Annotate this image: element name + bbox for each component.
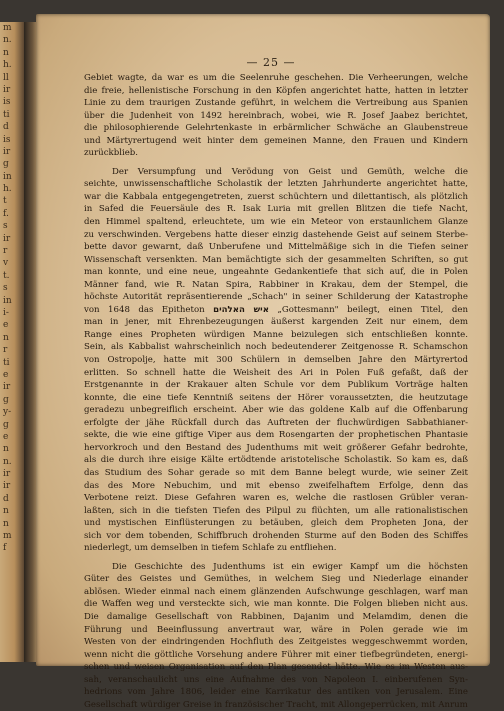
text-line: seichte, unwissenschaftliche Scholastik der letzten Jahrhunderte angerichtet hatte, <box>84 179 468 190</box>
text-line: das Studium des Sohar gerade so mit dem Banne belegt wurde, wie seiner Zeit <box>84 467 468 478</box>
text-line: sah, veranschaulicht uns eine Aufnahme des von Napoleon I. einberufenen Syn- <box>84 674 468 685</box>
text-line: Wissenschaft versenkten. Man bemächtigte sich der gesammelten Schriften, so gut <box>84 254 468 265</box>
facing-page-fragment: ir <box>3 146 11 157</box>
facing-page-fragment: m <box>3 531 12 542</box>
facing-page-fragment: e <box>3 369 9 380</box>
facing-page-fragment: e <box>3 320 9 331</box>
text-line: zurückblieb. <box>84 148 139 159</box>
text-line: man konnte, und eine neue, ungeahnte Gedankentiefe that sich auf, die in Polen <box>84 267 468 278</box>
facing-page-fragment: n <box>3 506 9 517</box>
text-line: laßten, sich in die tiefsten Tiefen des Pilpul zu flüchten, um alle rationalistischen <box>84 505 468 516</box>
facing-page-fragment: i- <box>3 307 9 318</box>
facing-page-fragment: h. <box>3 60 12 71</box>
facing-page-fragment: ti <box>3 109 10 120</box>
text-line: Westen von der eindringenden Hochfluth des Zeitgeistes weggeschwemmt worden, <box>84 637 468 648</box>
facing-page-fragment: in <box>3 171 12 182</box>
facing-page-fragment: v <box>3 258 9 269</box>
facing-page-fragment: f. <box>3 208 9 219</box>
facing-page-fragment: ir <box>3 382 11 393</box>
facing-page-fragment: is <box>3 134 11 145</box>
text-line: war die Kabbala entgegengetreten, zuerst schüchtern und dilettantisch, als plötzlich <box>84 191 468 202</box>
text-line: Männer fand, wie R. Natan Spira, Rabbiner in Krakau, dem der Stempel, die <box>84 279 468 290</box>
facing-page-fragment: g <box>3 394 9 405</box>
facing-page-fragment: d <box>3 493 9 504</box>
facing-page-fragment: r <box>3 345 8 356</box>
text-line: die Waffen weg und versteckte sich, wie man konnte. Die Folgen blieben nicht aus. <box>84 599 468 610</box>
text-line: die philosophierende Gelehrtenkaste in erbärmlicher Schwäche an Glaubenstreue <box>84 123 468 134</box>
text-line: erlitten. So schnell hatte die Weisheit des Ari in Polen Fuß gefaßt, daß der <box>84 367 468 378</box>
facing-page-fragment: r <box>3 246 8 257</box>
text-line: sich vor dem tobenden, Schiffbruch drohenden Sturme auf den Boden des Schiffes <box>84 530 468 541</box>
facing-page-fragment: d <box>3 122 9 133</box>
text-line: Die damalige Gesellschaft von Rabbinen, Dajanim und Melamdim, denen die <box>84 611 468 622</box>
text-line: den Himmel spaltend, erleuchtete, um wie ein Meteor von erstaunlichem Glanze <box>84 217 468 228</box>
text-line: von Ostropolje, hatte mit 300 Schülern in demselben Jahre den Märtyrertod <box>84 355 468 366</box>
facing-page-fragment: ir <box>3 481 11 492</box>
text-line: Gesellschaft würdiger Greise in französischer Tracht, mit Allongeperrücken, mit Anrum <box>84 699 468 710</box>
text-line: Linie zu dem traurigen Zustande geführt, in welchem die Vertreibung aus Spanien <box>84 98 468 109</box>
facing-page-fragment: g <box>3 159 9 170</box>
facing-page-fragment: ir <box>3 233 11 244</box>
text-line: Der Versumpfung und Verödung von Geist und Gemüth, welche die <box>112 166 468 177</box>
text-line: Verbotene reizt. Diese Gefahren waren es, welche die rastlosen Grübler veran- <box>84 493 468 504</box>
text-line: konnte, die eine tiefe Kenntniß seitens der Hörer voraussetzten, die heutzutage <box>84 392 468 403</box>
facing-page-fragment: is <box>3 97 11 108</box>
text-line: die freie, hellenistische Forschung in den Köpfen angerichtet hatte, hatten in letzter <box>84 85 468 96</box>
facing-page-fragment: e <box>3 431 9 442</box>
facing-page-fragment: ti <box>3 357 10 368</box>
text-line: von 1648 das Epitheton איש האלהים „Gottesmann" beilegt, einen Titel, den <box>84 304 469 315</box>
text-line: und Märtyrertugend weit hinter dem gemeinen Manne, den Frauen und Kindern <box>84 135 468 146</box>
text-line: Führung und Beeinflussung anvertraut war, wäre in Polen gerade wie im <box>84 624 468 635</box>
facing-page-fragment: h. <box>3 184 12 195</box>
text-line: Sein, als Kabbalist wahrscheinlich noch bedeutenderer Zeitgenosse R. Schamschon <box>84 342 468 353</box>
text-line: und mystischen Einflüsterungen zu betäuben, gleich dem Propheten Jona, der <box>84 518 468 529</box>
facing-page-fragment: in <box>3 295 12 306</box>
text-line: Erstgenannte in der Krakauer alten Schule vor dem Publikum Vorträge halten <box>84 380 468 391</box>
facing-page-fragment: n <box>3 47 9 58</box>
facing-page-fragment: n <box>3 444 9 455</box>
text-line: ablösen. Wieder einmal nach einem glänzenden Aufschwunge geschlagen, warf man <box>84 586 468 597</box>
text-line: Güter des Geistes und Gemüthes, in welchem Sieg und Niederlage einander <box>84 574 468 585</box>
text-line: zu verschwinden. Vergebens hatte dieser einzig dastehende Geist auf seinem Sterbe- <box>84 229 468 240</box>
page-text <box>84 72 468 711</box>
text-line: als die durch ihre eisige Kälte ertödtende aristotelische Scholastik. So kam es, daß <box>84 455 468 466</box>
facing-page-fragment: m <box>3 23 12 33</box>
text-line: Die Geschichte des Judenthums ist ein ewiger Kampf um die höchsten <box>112 561 468 572</box>
facing-page-fragment: g <box>3 419 9 430</box>
facing-page-fragment: t <box>3 196 7 207</box>
text-line: erfolgte der jähe Rückfall durch das Auftreten der fluchwürdigen Sabbathianer- <box>84 417 468 428</box>
facing-page-fragment: y- <box>3 407 12 418</box>
text-line: man in jener, mit Ehrenbezeugungen äußerst kargenden Zeit nur einem, dem <box>84 317 468 328</box>
text-line: bette davor gewarnt, daß Unberufene und Mittelmäßige sich in die Tiefen seiner <box>84 242 468 253</box>
facing-page-edge <box>0 22 24 662</box>
facing-page-fragment: s <box>3 221 8 232</box>
facing-page-fragment: n <box>3 332 9 343</box>
text-line: Gebiet wagte, da war es um die Seelenruhe geschehen. Die Verheerungen, welche <box>84 73 468 83</box>
facing-page-fragment: t. <box>3 270 10 281</box>
text-line: über die Judenheit von 1492 hereinbrach, wobei, wie R. Josef Jaabez berichtet, <box>84 110 468 121</box>
text-line: wenn nicht die göttliche Vorsehung andere Führer mit einer tiefbegründeten, energi- <box>84 649 468 660</box>
facing-page-fragment: ir <box>3 84 11 95</box>
facing-page-fragment: s <box>3 283 8 294</box>
text-line: sekte, die wie eine giftige Viper aus dem Rosengarten der prophetischen Phantasie <box>84 430 468 441</box>
book-page <box>36 14 490 710</box>
text-line: in Safed die Feuersäule des R. Isak Luria mit grellen Blitzen die tiefe Nacht, <box>84 204 468 215</box>
facing-page-fragment: f <box>3 543 7 554</box>
text-line: Range eines Propheten würdigen Manne beizulegen sich entschließen konnte. <box>84 329 468 340</box>
page-number: — 25 — <box>246 56 296 69</box>
text-line: hedrions vom Jahre 1806, leider eine Karrikatur des antiken von Jerusalem. Eine <box>84 687 468 698</box>
facing-page-fragment: n. <box>3 35 12 46</box>
facing-page-fragment: ll <box>3 72 9 83</box>
text-line: das des More Nebuchim, und mit ebenso zweifelhaftem Erfolge, denn das <box>84 480 468 491</box>
facing-page-fragment: n <box>3 518 9 529</box>
text-line: schen und weisen Organisation auf den Plan gesendet hätte. Wie es im Westen aus- <box>84 662 468 673</box>
text-line: hervorkroch und den Bestand des Judenthums mit weit größerer Gefahr bedrohte, <box>84 442 468 453</box>
facing-page-fragment: n. <box>3 456 12 467</box>
hebrew-epitheton: איש האלהים <box>213 304 269 315</box>
facing-page-fragment: ir <box>3 469 11 480</box>
text-line: geradezu unbegreiflich erscheint. Aber wie das goldene Kalb auf die Offenbarung <box>84 405 468 416</box>
text-line: höchste Autorität repräsentierende „Schach" in seiner Schilderung der Katastrophe <box>84 292 468 303</box>
text-line: niederlegt, um demselben in tiefem Schlafe zu entfliehen. <box>84 543 337 554</box>
